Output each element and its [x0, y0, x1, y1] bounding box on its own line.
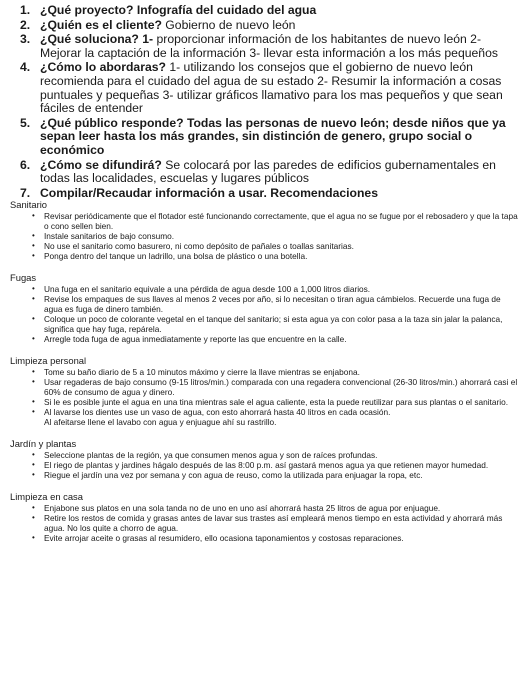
question-list [20, 4, 520, 200]
question-body [40, 19, 520, 33]
question-answer: proporcionar información de los habitantes de nuevo león 2- Mejorar la captación de la información 3- llevar esta información a los más pequeños [40, 32, 498, 60]
list-item: • Ponga dentro del tanque un ladrillo, una bolsa de plástico o una botella. [44, 251, 520, 261]
list-item: • Coloque un poco de colorante vegetal en el tanque del sanitario; si esta agua ya con color pasa a la taza sin jalar la palanca, significa que hay fuga, repárela. [44, 314, 520, 334]
question-item [20, 61, 520, 115]
list-item: • Revisar periódicamente que el flotador esté funcionando correctamente, que el agua no se fugue por el rebosadero y que la tapa o cono sellen bien. [44, 211, 520, 231]
question-number: 1. [20, 3, 31, 17]
question-label: ¿Quién es el cliente? [40, 17, 162, 32]
question-answer: Todas las personas de nuevo león; desde niños que ya sepan leer hasta los más grandes, sin distinción de genero, grupo social o económico [40, 115, 506, 157]
recommendation-section [10, 492, 520, 543]
recommendation-section [10, 356, 520, 427]
list-item: • Enjabone sus platos en una sola tanda no de uno en uno así ahorrará hasta 25 litros de agua por enjuague. [44, 503, 520, 513]
question-label: ¿Cómo se difundirá? [40, 157, 162, 172]
list-item: • El riego de plantas y jardines hágalo después de las 8:00 p.m. así gastará menos agua ya que retienen mayor humedad. [44, 460, 520, 470]
question-item [20, 159, 520, 186]
recommendation-list [10, 211, 520, 261]
recommendation-list [10, 367, 520, 428]
list-item: • Si le es posible junte el agua en una tina mientras sale el agua caliente, esta la puede reutilizar para sus plantas o el sanitario. [44, 397, 520, 407]
question-number: 4. [20, 60, 31, 75]
list-item: • Tome su baño diario de 5 a 10 minutos máximo y cierre la llave mientras se enjabona. [44, 367, 520, 377]
question-body [40, 159, 520, 186]
question-label: ¿Qué soluciona? 1- [40, 32, 154, 47]
section-spacer [20, 480, 520, 492]
list-item: • Arregle toda fuga de agua inmediatamente y reporte las que encuentre en la calle. [44, 334, 520, 344]
section-spacer [20, 344, 520, 356]
recommendation-list [10, 450, 520, 480]
question-label: ¿Qué público responde? [40, 115, 184, 130]
question-label: ¿Cómo lo abordaras? [40, 60, 166, 75]
list-item: • Seleccione plantas de la región, ya que consumen menos agua y son de raíces profundas. [44, 450, 520, 460]
question-label: Compilar/Recaudar información a usar. Recomendaciones [40, 185, 378, 200]
list-item: • Al lavarse los dientes use un vaso de agua, con esto ahorrará hasta 40 litros en cada ocasión. [44, 407, 520, 417]
section-title: Sanitario [10, 199, 48, 211]
list-item: • No use el sanitario como basurero, ni como depósito de pañales o toallas sanitarias. [44, 241, 520, 251]
question-item [20, 19, 520, 33]
question-body [40, 4, 520, 18]
question-number: 3. [20, 32, 31, 47]
list-item: • Una fuga en el sanitario equivale a una pérdida de agua desde 100 a 1,000 litros diarios. [44, 284, 520, 294]
question-answer: Gobierno de nuevo león [161, 17, 296, 32]
list-item: Al afeitarse llene el lavabo con agua y enjuague ahí su rastrillo. [44, 417, 277, 428]
question-item [20, 4, 520, 18]
question-answer: Se colocará por las paredes de edificios gubernamentales en todas las localidades, escuelas y lugares públicos [40, 157, 496, 186]
question-answer: 1- utilizando los consejos que el gobierno de nuevo león recomienda para el cuidado del agua de su estado 2- Resumir la información a cosas puntuales y pequeñas 3- utilizar gráficos llamativo para los mas pequeños y que sean fáciles de entender [40, 60, 503, 116]
question-body [40, 61, 520, 115]
section-title: Jardín y plantas [10, 438, 77, 450]
recommendation-sections [10, 199, 520, 543]
section-spacer [20, 427, 520, 439]
section-title: Fugas [10, 272, 37, 284]
question-number: 7. [20, 185, 31, 200]
question-label: ¿Qué proyecto? Infografía del cuidado del agua [40, 3, 317, 17]
list-item: • Retire los restos de comida y grasas antes de lavar sus trastes así empleará menos tiempo en esta actividad y ahorrará más agua. No los quite a chorro de agua. [44, 513, 520, 533]
question-item [20, 187, 520, 201]
list-item: • Usar regaderas de bajo consumo (9-15 litros/min.) comparada con una regadera convencional (26-30 litros/min.) ahorrará casi el 60% de consumo de agua y dinero. [44, 377, 520, 397]
question-number: 6. [20, 157, 31, 172]
question-body [40, 187, 520, 201]
recommendation-section [10, 439, 520, 480]
recommendation-list [10, 503, 520, 543]
section-spacer [20, 261, 520, 273]
question-item [20, 117, 520, 158]
question-number: 5. [20, 115, 31, 130]
list-item: • Riegue el jardín una vez por semana y con agua de reuso, como la utilizada para enjuagar la ropa, etc. [44, 470, 520, 480]
list-item: • Evite arrojar aceite o grasas al resumidero, ello ocasiona taponamientos y costosas reparaciones. [44, 533, 520, 543]
list-item: • Revise los empaques de sus llaves al menos 2 veces por año, si lo necesitan o tiran agua cámbielos. Recuerde una fuga de agua es fuga de dinero también. [44, 294, 520, 314]
section-title: Limpieza personal [10, 355, 87, 367]
question-body [40, 117, 520, 158]
recommendation-list [10, 284, 520, 345]
question-item [20, 33, 520, 60]
list-item: • Instale sanitarios de bajo consumo. [44, 231, 520, 241]
question-number: 2. [20, 17, 31, 32]
recommendation-section [10, 200, 520, 261]
recommendation-section [10, 273, 520, 344]
section-title: Limpieza en casa [10, 491, 83, 503]
question-body [40, 33, 520, 60]
